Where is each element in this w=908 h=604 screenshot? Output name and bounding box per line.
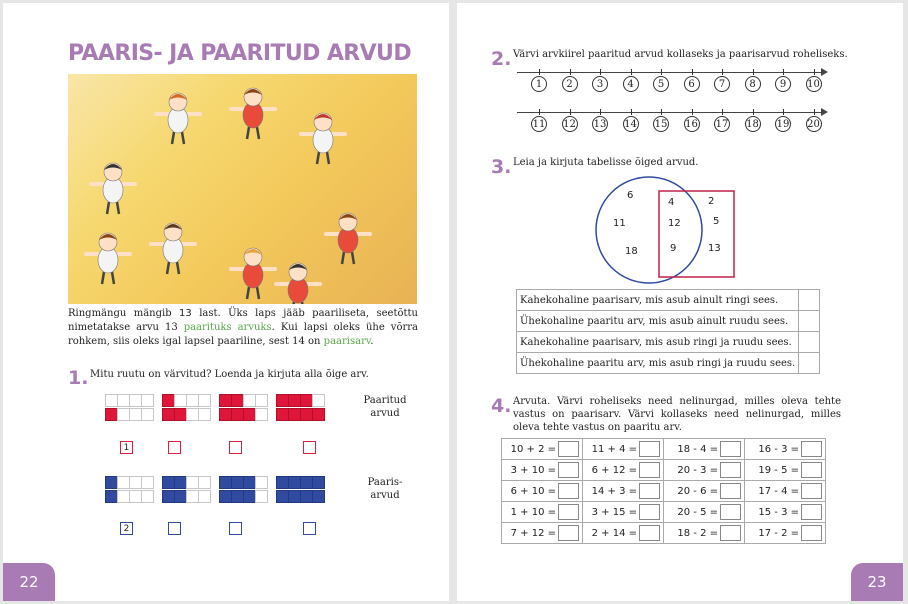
answer-box[interactable] — [720, 462, 741, 478]
answer-box[interactable]: 2 — [120, 522, 133, 535]
venn-circle — [596, 177, 702, 283]
tick-mark — [722, 69, 723, 75]
answer-box[interactable] — [558, 483, 579, 499]
children-ring-illustration — [68, 74, 417, 304]
arithmetic-cell[interactable] — [664, 460, 745, 481]
arithmetic-cell[interactable] — [502, 481, 583, 502]
answer-box[interactable] — [639, 462, 660, 478]
expression: 10 + 2 = — [510, 443, 556, 455]
child-figure — [91, 163, 135, 214]
exercise-4-number: 4. — [491, 395, 512, 417]
number-line-1-20a — [517, 66, 829, 96]
number-circle[interactable]: 1 — [531, 76, 547, 92]
number-circle[interactable]: 10 — [806, 76, 822, 92]
tick-mark — [570, 69, 571, 75]
table-cell: Kahekohaline paarisarv, mis asub ainult ringi sees. — [517, 290, 799, 311]
colored-square — [312, 408, 325, 421]
expression: 20 - 3 = — [677, 464, 718, 476]
answer-box[interactable] — [229, 522, 242, 535]
expression: 6 + 12 = — [591, 464, 637, 476]
venn-number[interactable]: 4 — [668, 197, 675, 208]
expression: 16 - 3 = — [758, 443, 799, 455]
expression: 18 - 4 = — [677, 443, 718, 455]
child-figure — [276, 263, 320, 304]
arithmetic-cell[interactable] — [583, 439, 664, 460]
expression: 17 - 2 = — [758, 527, 799, 539]
answer-box[interactable] — [720, 441, 741, 457]
answer-box[interactable]: 1 — [120, 441, 133, 454]
answer-box[interactable] — [558, 525, 579, 541]
answer-box[interactable] — [801, 462, 822, 478]
answer-cell[interactable] — [799, 311, 820, 332]
arithmetic-cell[interactable] — [745, 481, 826, 502]
answer-cell[interactable] — [799, 353, 820, 374]
expression: 20 - 5 = — [677, 506, 718, 518]
even-number-term: paarisarv — [323, 336, 371, 347]
answer-box[interactable] — [720, 525, 741, 541]
colored-square — [312, 490, 325, 503]
intro-paragraph: Ringmängu mängib 13 last. Üks laps jääb paariliseta, seetõttu nimetatakse arvu 13 paarituks arvuks. Kui lapsi oleks ühe võrra rohkem, siis oleks igal lapsel paariline, sest 14 on paarisarv. — [68, 308, 418, 347]
answer-box[interactable] — [639, 525, 660, 541]
table-row — [517, 332, 820, 353]
venn-answer-table — [516, 289, 820, 374]
answer-box[interactable] — [639, 483, 660, 499]
arithmetic-cell[interactable] — [583, 523, 664, 544]
tick-mark — [814, 109, 815, 115]
expression: 2 + 14 = — [591, 527, 637, 539]
answer-cell[interactable] — [799, 332, 820, 353]
arithmetic-cell[interactable] — [583, 481, 664, 502]
number-circle[interactable]: 15 — [653, 116, 669, 132]
answer-box[interactable] — [720, 504, 741, 520]
table-row — [517, 311, 820, 332]
tick-mark — [631, 109, 632, 115]
tick-mark — [753, 109, 754, 115]
number-circle[interactable]: 20 — [806, 116, 822, 132]
tick-mark — [692, 69, 693, 75]
tick-mark — [692, 109, 693, 115]
arithmetic-table — [501, 438, 826, 544]
answer-box[interactable] — [303, 522, 316, 535]
number-circle[interactable]: 3 — [592, 76, 608, 92]
arrow-icon — [821, 108, 828, 116]
arithmetic-cell[interactable] — [664, 502, 745, 523]
exercise-1-number: 1. — [68, 367, 89, 389]
child-figure — [156, 93, 200, 144]
answer-box[interactable] — [801, 504, 822, 520]
answer-box[interactable] — [558, 504, 579, 520]
arithmetic-cell[interactable] — [664, 439, 745, 460]
venn-number[interactable]: 9 — [670, 243, 677, 254]
number-line-axis — [517, 72, 823, 73]
page-number: 23 — [851, 563, 903, 601]
page-title: PAARIS- JA PAARITUD ARVUD — [68, 41, 411, 66]
number-circle[interactable]: 4 — [623, 76, 639, 92]
tick-mark — [600, 109, 601, 115]
arithmetic-cell[interactable] — [583, 502, 664, 523]
tick-mark — [661, 109, 662, 115]
table-row — [502, 523, 826, 544]
child-figure — [151, 223, 195, 274]
table-row — [517, 290, 820, 311]
expression: 11 + 4 = — [591, 443, 637, 455]
child-figure — [326, 213, 370, 264]
expression: 3 + 15 = — [591, 506, 637, 518]
tick-mark — [539, 69, 540, 75]
answer-box[interactable] — [229, 441, 242, 454]
arithmetic-cell[interactable] — [502, 439, 583, 460]
exercise-1-question: Mitu ruutu on värvitud? Loenda ja kirjuta alla õige arv. — [90, 369, 369, 380]
answer-box[interactable] — [801, 483, 822, 499]
number-circle[interactable]: 9 — [775, 76, 791, 92]
arithmetic-cell[interactable] — [745, 523, 826, 544]
table-cell: Ühekohaline paaritu arv, mis asub ainult ruudu sees. — [517, 311, 799, 332]
expression: 3 + 10 = — [510, 464, 556, 476]
answer-box[interactable] — [801, 441, 822, 457]
expression: 14 + 3 = — [591, 485, 637, 497]
number-circle[interactable]: 7 — [714, 76, 730, 92]
table-row — [502, 502, 826, 523]
answer-box[interactable] — [720, 483, 741, 499]
page-number: 22 — [3, 563, 55, 601]
number-circle[interactable]: 6 — [684, 76, 700, 92]
child-figure — [231, 88, 275, 139]
arithmetic-cell[interactable] — [502, 460, 583, 481]
venn-number[interactable]: 11 — [613, 218, 626, 229]
expression: 6 + 10 = — [510, 485, 556, 497]
number-circle[interactable]: 13 — [592, 116, 608, 132]
number-circle[interactable]: 12 — [562, 116, 578, 132]
arithmetic-cell[interactable] — [502, 502, 583, 523]
grid-row — [105, 490, 324, 502]
tick-mark — [539, 109, 540, 115]
table-row — [502, 481, 826, 502]
even-numbers-label: Paaris- arvud — [367, 477, 403, 501]
grid-row — [105, 476, 324, 488]
number-circle[interactable]: 16 — [684, 116, 700, 132]
number-circle[interactable]: 2 — [562, 76, 578, 92]
venn-number[interactable]: 6 — [627, 190, 634, 201]
left-page — [3, 3, 449, 601]
tick-mark — [783, 109, 784, 115]
tick-mark — [722, 109, 723, 115]
answer-box[interactable] — [639, 441, 660, 457]
arithmetic-cell[interactable] — [502, 523, 583, 544]
arithmetic-cell[interactable] — [583, 460, 664, 481]
answer-box[interactable] — [168, 441, 181, 454]
arithmetic-cell[interactable] — [745, 439, 826, 460]
expression: 18 - 2 = — [677, 527, 718, 539]
arithmetic-cell[interactable] — [664, 523, 745, 544]
grid-row — [105, 408, 324, 420]
answer-box[interactable] — [558, 441, 579, 457]
exercise-2-number: 2. — [491, 48, 512, 70]
expression: 20 - 6 = — [677, 485, 718, 497]
venn-number[interactable]: 5 — [713, 216, 720, 227]
tick-mark — [814, 69, 815, 75]
tick-mark — [570, 109, 571, 115]
expression: 17 - 4 = — [758, 485, 799, 497]
tick-mark — [753, 69, 754, 75]
table-row — [517, 353, 820, 374]
venn-diagram — [593, 175, 743, 285]
answer-box[interactable] — [801, 525, 822, 541]
tick-mark — [600, 69, 601, 75]
exercise-4-question: Arvuta. Värvi roheliseks need nelinurgad, milles oleva tehte vastus on paarisarv. Värvi kollaseks need nelinurgad, milles oleva tehte vastus on paaritu arv. — [513, 396, 841, 433]
expression: 1 + 10 = — [510, 506, 556, 518]
exercise-3-number: 3. — [491, 156, 512, 178]
venn-shapes — [593, 175, 743, 285]
number-line-11-20 — [517, 106, 829, 136]
number-circle[interactable]: 17 — [714, 116, 730, 132]
table-cell: Kahekohaline paarisarv, mis asub ringi ja ruudu sees. — [517, 332, 799, 353]
right-page — [457, 3, 903, 601]
table-cell: Ühekohaline paaritu arv, mis asub ringi ja ruudu sees. — [517, 353, 799, 374]
colored-square — [312, 476, 325, 489]
answer-box[interactable] — [303, 441, 316, 454]
arithmetic-cell[interactable] — [745, 460, 826, 481]
grid-row — [105, 394, 324, 406]
table-row — [502, 439, 826, 460]
number-circle[interactable]: 14 — [623, 116, 639, 132]
expression: 15 - 3 = — [758, 506, 799, 518]
number-circle[interactable]: 8 — [745, 76, 761, 92]
exercise-3-question: Leia ja kirjuta tabelisse õiged arvud. — [513, 157, 699, 168]
tick-mark — [783, 69, 784, 75]
number-line-axis — [517, 112, 823, 113]
child-figure — [231, 248, 275, 299]
answer-box[interactable] — [639, 504, 660, 520]
number-circle[interactable]: 5 — [653, 76, 669, 92]
children-ring-drawing — [68, 74, 417, 304]
exercise-2-question: Värvi arvkiirel paaritud arvud kollaseks ja paarisarvud roheliseks. — [513, 49, 848, 60]
child-figure — [86, 233, 130, 284]
venn-number[interactable]: 12 — [668, 218, 681, 229]
grid-square — [312, 394, 325, 407]
arithmetic-cell[interactable] — [664, 481, 745, 502]
children-count: 13 — [179, 308, 192, 319]
arithmetic-cell[interactable] — [745, 502, 826, 523]
expression: 7 + 12 = — [510, 527, 556, 539]
table-row — [502, 460, 826, 481]
number-circle[interactable]: 11 — [531, 116, 547, 132]
number-circle[interactable]: 18 — [745, 116, 761, 132]
arrow-icon — [821, 68, 828, 76]
tick-mark — [661, 69, 662, 75]
odd-number-term: paarituks arvuks — [183, 322, 272, 333]
answer-cell[interactable] — [799, 290, 820, 311]
venn-number[interactable]: 2 — [708, 196, 715, 207]
expression: 19 - 5 = — [758, 464, 799, 476]
odd-numbers-label: Paaritud arvud — [363, 395, 407, 419]
answer-box[interactable] — [168, 522, 181, 535]
number-circle[interactable]: 19 — [775, 116, 791, 132]
child-figure — [301, 113, 345, 164]
venn-number[interactable]: 18 — [625, 246, 638, 257]
answer-box[interactable] — [558, 462, 579, 478]
venn-number[interactable]: 13 — [708, 243, 721, 254]
tick-mark — [631, 69, 632, 75]
